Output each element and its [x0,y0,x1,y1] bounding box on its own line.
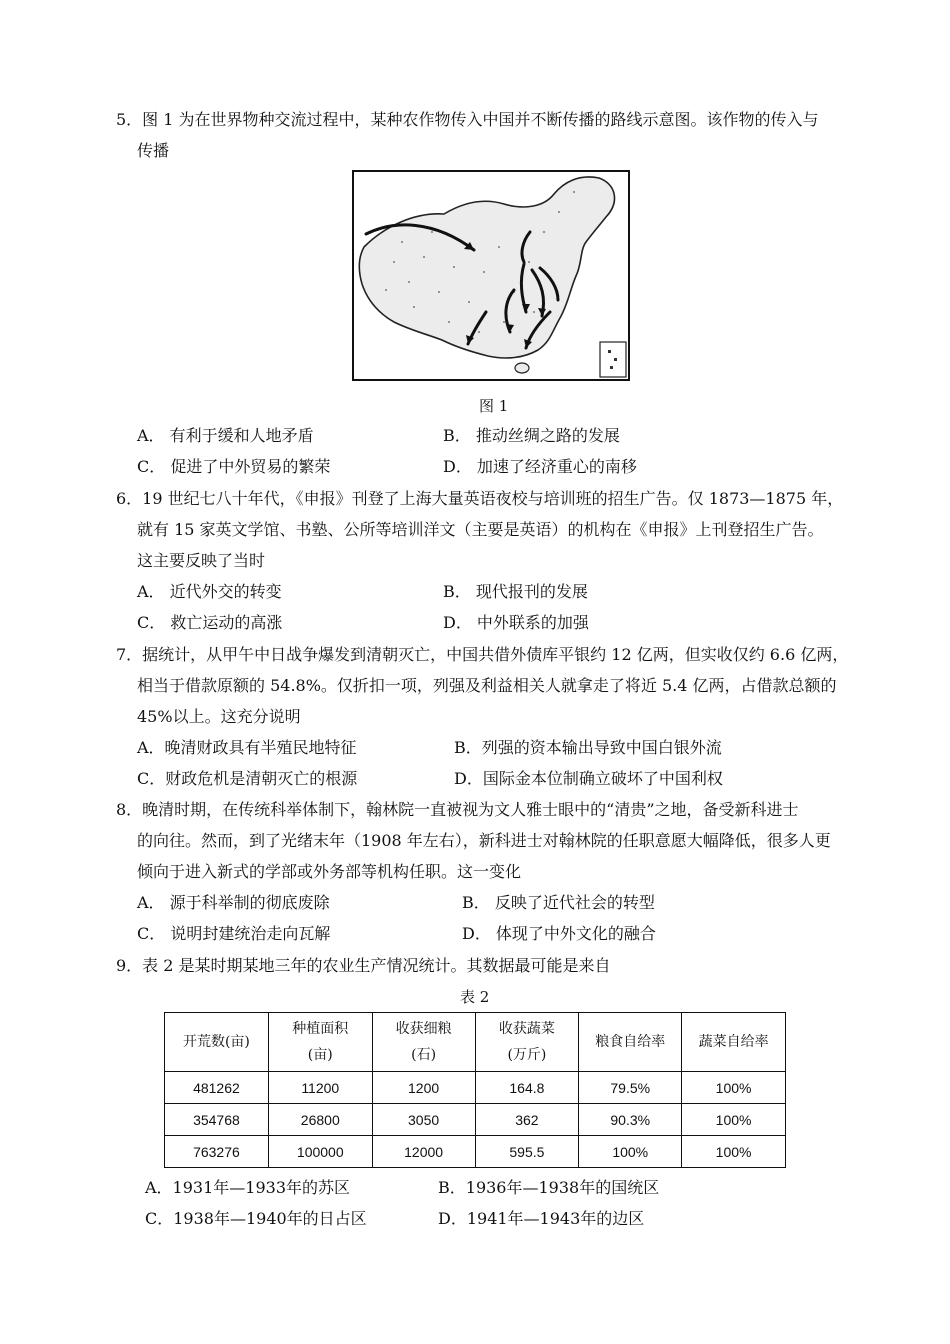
q9-option-d[interactable]: D．1941年—1943年的边区 [438,1209,645,1228]
table-cell: 100000 [268,1136,372,1168]
q5-stem-line1: 5．图 1 为在世界物种交流过程中，某种农作物传入中国并不断传播的路线示意图。该作物的传入与 [116,110,819,129]
q7-stem-line2: 相当于借款原额的 54.8%。仅折扣一项，列强及利益相关人就拿走了将近 5.4 亿两，占借款总额的 [137,676,837,695]
q5-figure-caption: 图 1 [479,397,509,415]
table-cell: 763276 [165,1136,269,1168]
table-header-cell: 蔬菜自给率 [682,1013,786,1072]
table-cell: 3050 [372,1104,475,1136]
q5-option-b[interactable]: B． 推动丝绸之路的发展 [443,426,620,445]
q8-option-c[interactable]: C． 说明封建统治走向瓦解 [137,924,331,943]
q6-option-a[interactable]: A． 近代外交的转变 [137,582,282,601]
q7-option-c[interactable]: C．财政危机是清朝灭亡的根源 [137,769,358,788]
q7-stem-line1: 7．据统计，从甲午中日战争爆发到清朝灭亡，中国共借外债库平银约 12 亿两，但实收仅约 6.6 亿两， [116,645,849,664]
table-row [165,1072,786,1104]
q6-stem-line2: 就有 15 家英文学馆、书塾、公所等培训洋文（主要是英语）的机构在《申报》上刊登招生广告。 [137,520,824,539]
q7-option-d[interactable]: D．国际金本位制确立破坏了中国利权 [454,769,723,788]
q9-option-a[interactable]: A．1931年—1933年的苏区 [145,1178,350,1197]
q6-option-c[interactable]: C． 救亡运动的高涨 [137,613,283,632]
table-cell: 12000 [372,1136,475,1168]
q9-table-caption: 表 2 [460,988,490,1006]
crop-route-map-icon [354,172,628,379]
q5-option-a[interactable]: A． 有利于缓和人地矛盾 [137,426,314,445]
table-header-cell: 收获蔬菜 (万斤) [475,1013,579,1072]
q8-stem-line1: 8．晚清时期，在传统科举体制下，翰林院一直被视为文人雅士眼中的“清贵”之地，备受新科进士 [116,800,799,819]
table-cell: 90.3% [579,1104,682,1136]
q9-stem-line1: 9．表 2 是某时期某地三年的农业生产情况统计。其数据最可能是来自 [116,956,611,975]
q8-option-a[interactable]: A． 源于科举制的彻底废除 [137,893,330,912]
table-cell: 100% [682,1136,786,1168]
q7-stem-line3: 45%以上。这充分说明 [137,707,301,726]
q5-option-c[interactable]: C． 促进了中外贸易的繁荣 [137,457,331,476]
table-cell: 11200 [268,1072,372,1104]
table-header-cell: 开荒数(亩) [165,1013,269,1072]
table-cell: 1200 [372,1072,475,1104]
q8-option-d[interactable]: D． 体现了中外文化的融合 [462,924,656,943]
table-header-cell: 收获细粮 (石) [372,1013,475,1072]
table-header-cell: 粮食自给率 [579,1013,682,1072]
table-cell: 100% [682,1072,786,1104]
q7-option-a[interactable]: A．晚清财政具有半殖民地特征 [137,738,357,757]
table-header-cell: 种植面积 (亩) [268,1013,372,1072]
q9-option-c[interactable]: C．1938年—1940年的日占区 [145,1209,367,1228]
table-cell: 595.5 [475,1136,579,1168]
china-map-figure [352,170,630,381]
q5-option-d[interactable]: D． 加速了经济重心的南移 [443,457,637,476]
table-row [165,1104,786,1136]
table-cell: 164.8 [475,1072,579,1104]
q6-option-b[interactable]: B． 现代报刊的发展 [443,582,588,601]
q9-option-b[interactable]: B．1936年—1938年的国统区 [438,1178,660,1197]
agriculture-stats-table [164,1012,786,1168]
table-row [165,1136,786,1168]
table-cell: 100% [682,1104,786,1136]
q5-stem-line2: 传播 [137,141,170,160]
q7-option-b[interactable]: B．列强的资本输出导致中国白银外流 [454,738,722,757]
q8-stem-line2: 的向往。然而，到了光绪末年（1908 年左右），新科进士对翰林院的任职意愿大幅降低，很多人更 [137,831,831,850]
q8-stem-line3: 倾向于进入新式的学部或外务部等机构任职。这一变化 [137,862,522,881]
q6-option-d[interactable]: D． 中外联系的加强 [443,613,589,632]
q8-option-b[interactable]: B． 反映了近代社会的转型 [462,893,655,912]
q6-stem-line3: 这主要反映了当时 [137,551,266,570]
q6-stem-line1: 6．19 世纪七八十年代，《申报》刊登了上海大量英语夜校与培训班的招生广告。仅 1873—1875 年， [116,489,844,508]
table-cell: 481262 [165,1072,269,1104]
table-cell: 362 [475,1104,579,1136]
table-cell: 26800 [268,1104,372,1136]
table-cell: 354768 [165,1104,269,1136]
table-cell: 79.5% [579,1072,682,1104]
table-header-row [165,1013,786,1072]
table-cell: 100% [579,1136,682,1168]
